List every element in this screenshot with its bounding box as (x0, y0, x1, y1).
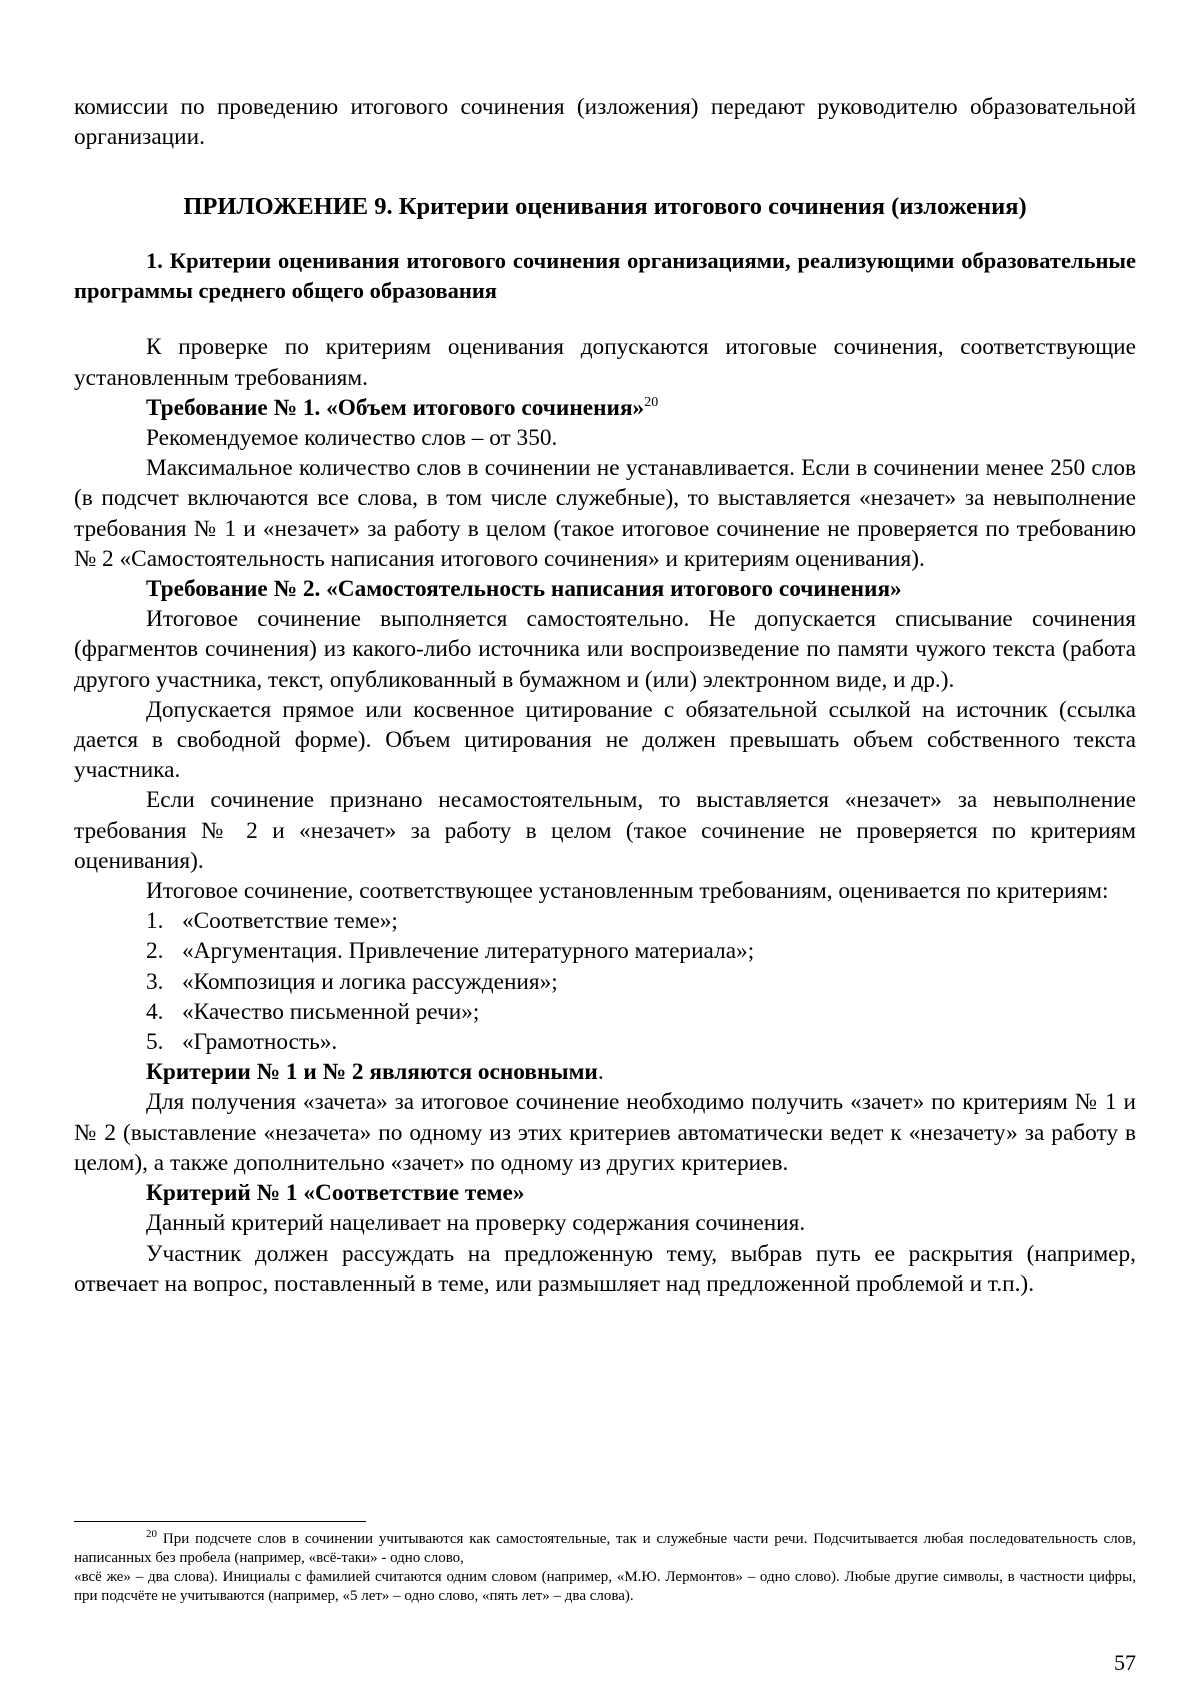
intro-paragraph: К проверке по критериям оценивания допускаются итоговые сочинения, соответствующие установленным требованиям. (74, 334, 1136, 391)
pass-rule-paragraph: Для получения «зачета» за итоговое сочинение необходимо получить «зачет» по критериям № 1 и № 2 (выставление «незачета» по одному из этих критериев автоматически ведет к «незачету» за работу в целом), а также дополнительно «зачет» по одному из других критериев. (74, 1089, 1136, 1176)
main-criteria-note: Критерии № 1 и № 2 являются основными. (146, 1059, 604, 1086)
criterion-1-paragraph: Участник должен рассуждать на предложенную тему, выбрав путь ее раскрытия (например, отвечает на вопрос, поставленный в теме, или размышляет над предложенной проблемой и т.п.). (74, 1240, 1136, 1297)
list-item: 4. «Качество письменной речи»; (146, 998, 480, 1025)
requirement-1-title: Требование № 1. «Объем итогового сочинения»$^{20}$ (146, 394, 659, 421)
criterion-1-paragraph: Данный критерий нацеливает на проверку содержания сочинения. (146, 1210, 806, 1237)
requirement-2-paragraph: Если сочинение признано несамостоятельным, то выставляется «незачет» за невыполнение требования № 2 и «незачет» за работу в целом (такое сочинение не проверяется по критериям оценивания). (74, 787, 1136, 874)
page-number: 57 (1114, 1650, 1136, 1675)
requirement-2-paragraph: Итоговое сочинение выполняется самостоятельно. Не допускается списывание сочинения (фрагментов сочинения) из какого-либо источника или воспроизведение по памяти чужого текста (работа другого участника, текст, опубликованный в бумажном и (или) электронном виде, и др.). (74, 606, 1136, 693)
footnote-text: «всё же» – два слова). Инициалы с фамилией считаются одним словом (например, «М.Ю. Лермонтов» – одно слово). Любые другие символы, в частности цифры, при подсчёте не учитываются (например, «5 лет» – одно слово, «пять лет» – два слова). (74, 1569, 1136, 1604)
requirement-2-title: Требование № 2. «Самостоятельность написания итогового сочинения» (146, 576, 902, 603)
top-paragraph: комиссии по проведению итогового сочинения (изложения) передают руководителю образовательной организации. (74, 94, 1136, 151)
footnote-ref[interactable]: 20 (644, 395, 659, 411)
footnote-text: $^{20}$ При подсчете слов в сочинении учитываются как самостоятельные, так и служебные части речи. Подсчитывается любая последовательность слов, написанных без пробела (например, «всё-таки» - одно слово, (74, 1528, 1137, 1566)
list-item: 1. «Соответствие теме»; (146, 908, 398, 935)
appendix-heading: ПРИЛОЖЕНИЕ 9. Критерии оценивания итогового сочинения (изложения) (183, 193, 1027, 221)
requirement-1-paragraph: Рекомендуемое количество слов – от 350. (146, 425, 558, 452)
list-item: 3. «Композиция и логика рассуждения»; (146, 968, 558, 995)
criteria-intro: Итоговое сочинение, соответствующее установленным требованиям, оценивается по критериям: (146, 878, 1109, 905)
list-item: 2. «Аргументация. Привлечение литературного материала»; (146, 938, 755, 965)
requirement-2-paragraph: Допускается прямое или косвенное цитирование с обязательной ссылкой на источник (ссылка дается в свободной форме). Объем цитирования не должен превышать объем собственного текста участника. (74, 696, 1136, 784)
criterion-1-title: Критерий № 1 «Соответствие теме» (146, 1180, 525, 1207)
requirement-1-paragraph: Максимальное количество слов в сочинении не устанавливается. Если в сочинении менее 250 слов (в подсчет включаются все слова, в том числе служебные), то выставляется «незачет» за невыполнение требования № 1 и «незачет» за работу в целом (такое итоговое сочинение не проверяется по требованию № 2 «Самостоятельность написания итогового сочинения» и критериям оценивания). (74, 455, 1136, 572)
section-heading: 1. Критерии оценивания итогового сочинения организациями, реализующими образовательные программы среднего общего образования (74, 248, 1136, 304)
document-page (74, 92, 1136, 1299)
footnote (74, 1530, 1136, 1606)
criteria-list (74, 906, 1136, 1057)
footnote-divider (74, 1521, 366, 1522)
list-item: 5. «Грамотность». (146, 1029, 338, 1056)
